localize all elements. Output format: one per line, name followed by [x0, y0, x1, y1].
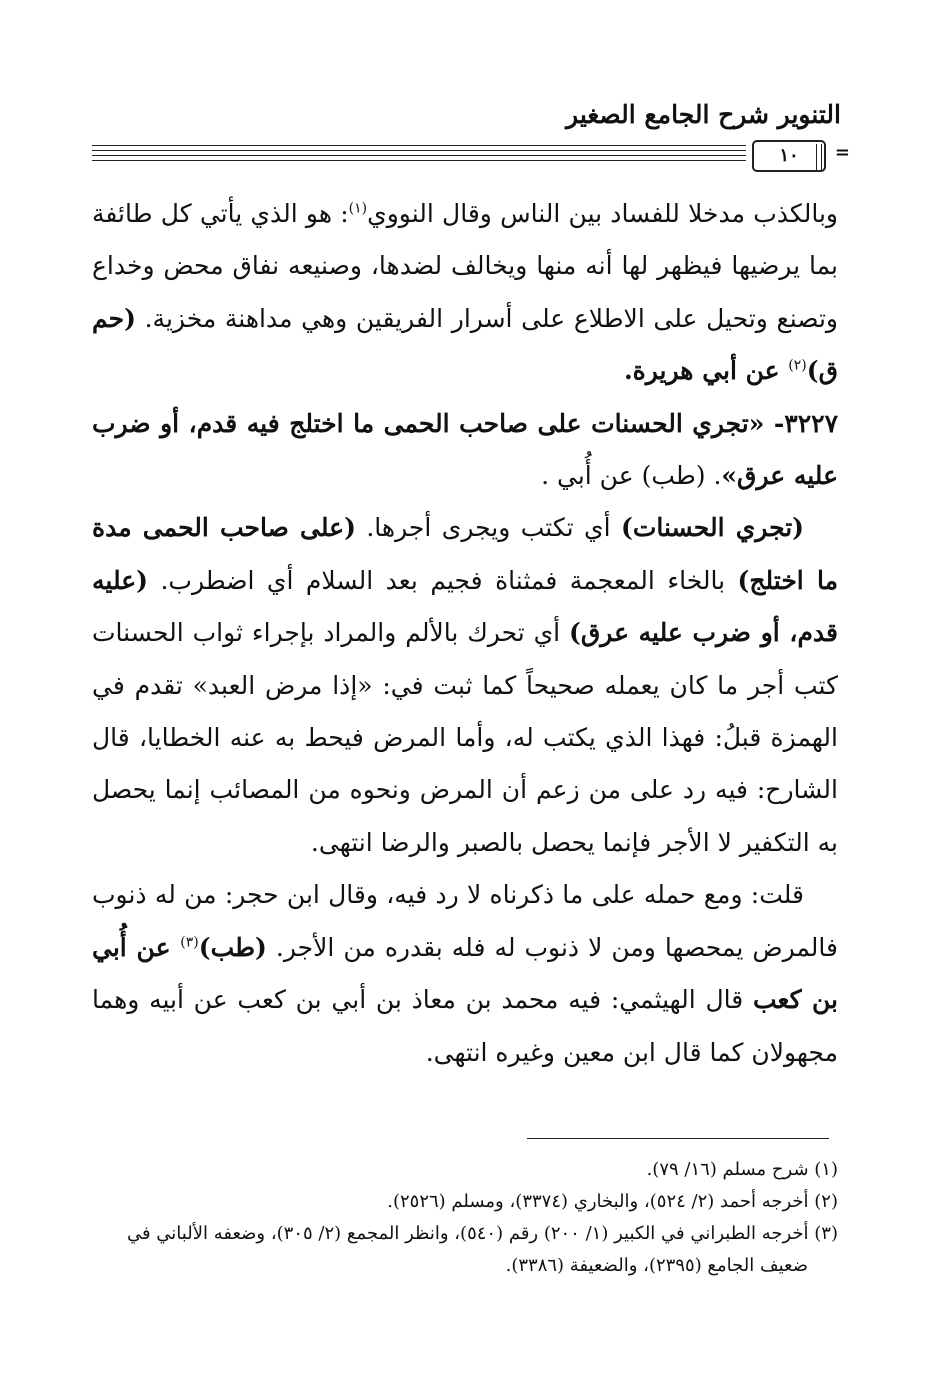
footnote: (٣) أخرجه الطبراني في الكبير (١/ ٢٠٠) رقم (٥٤٠)، وانظر المجمع (٢/ ٣٠٥)، وضعفه الألباني في — [126, 1223, 838, 1244]
quoted-phrase: (عليه قدم، أو ضرب عليه عرق) — [92, 565, 839, 648]
narrator: عن أُبي بن كعب — [92, 932, 838, 1015]
text-run: أي تكتب ويجرى أجرها. — [355, 513, 621, 543]
rule-line — [92, 150, 746, 151]
footnote-ref: (٣) — [180, 934, 199, 951]
quoted-phrase: (تجري الحسنات) — [620, 513, 804, 543]
source-code: (طب) — [198, 932, 267, 962]
page-number-box — [752, 140, 826, 172]
paragraph — [92, 869, 838, 1079]
page-number: ١٠ — [779, 145, 799, 166]
footnote-separator — [527, 1138, 829, 1139]
main-text — [92, 188, 838, 1079]
text-run: : هو الذي يأتي كل طائفة بما يرضيها فيظهر لها أنه منها ويخالف لضدها، وصنيعه نفاق محض وخداع وتصنع وتحيل على الاطلاع على أسرار الفريقين وهي مداهنة مخزية. — [92, 199, 838, 333]
hadith-entry — [92, 398, 838, 503]
page-box-separator — [816, 144, 822, 170]
paragraph — [92, 502, 838, 869]
footnote: (٢) أخرجه أحمد (٢/ ٥٢٤)، والبخاري (٣٣٧٤)، ومسلم (٢٥٢٦). — [387, 1191, 838, 1212]
running-title: التنوير شرح الجامع الصغير — [566, 100, 841, 129]
page-mark: = — [834, 142, 850, 163]
quoted-phrase: (على صاحب الحمى مدة ما اختلج) — [92, 513, 838, 595]
footnote-ref: (١) — [348, 200, 368, 217]
hadith-source: . (طب) عن أُبي . — [541, 461, 722, 491]
text-run: قلت: ومع حمله على ما ذكرناه لا رد فيه، وقال ابن حجر: من له ذنوب فالمرض يمحصها ومن لا ذنوب له فله بقدره من الأجر. — [92, 880, 838, 962]
source-code: (حم ق) — [92, 303, 838, 386]
text-run: وبالكذب مدخلا للفساد بين الناس وقال النووي — [367, 199, 838, 228]
footnote-ref: (٢) — [788, 357, 807, 374]
header-rule — [92, 140, 850, 172]
rule-line — [92, 145, 746, 146]
narrator: عن أبي هريرة. — [623, 356, 789, 386]
text-run: قال الهيثمي: فيه محمد بن معاذ بن أبي بن كعب عن أبيه وهما مجهولان كما قال ابن معين وغيره انتهى. — [92, 985, 838, 1067]
hadith-text: ٣٢٢٧- «تجري الحسنات على صاحب الحمى ما اختلج فيه قدم، أو ضرب عليه عرق» — [92, 408, 838, 491]
text-run: بالخاء المعجمة فمثناة فجيم بعد السلام أي اضطرب. — [147, 565, 738, 595]
footnote-continuation: ضعيف الجامع (٢٣٩٥)، والضعيفة (٣٣٨٦). — [505, 1255, 808, 1276]
rule-line — [92, 160, 746, 161]
paragraph — [92, 188, 838, 398]
rule-line — [92, 155, 746, 156]
footnotes — [92, 1154, 838, 1282]
text-run: أي تحرك بالألم والمراد بإجراء ثواب الحسنات كتب أجر ما كان يعمله صحيحاً كما ثبت في: «إذا مرض العبد» تقدم في الهمزة قبلُ: فهذا الذي يكتب له، وأما المرض فيحط به عنه الخطايا، قال الشارح: فيه رد على من زعم أن المرض ونحوه من المصائب إنما يحصل به التكفير لا الأجر فإنما يحصل بالصبر والرضا انتهى. — [92, 618, 838, 857]
footnote: (١) شرح مسلم (١٦/ ٧٩). — [646, 1159, 838, 1180]
